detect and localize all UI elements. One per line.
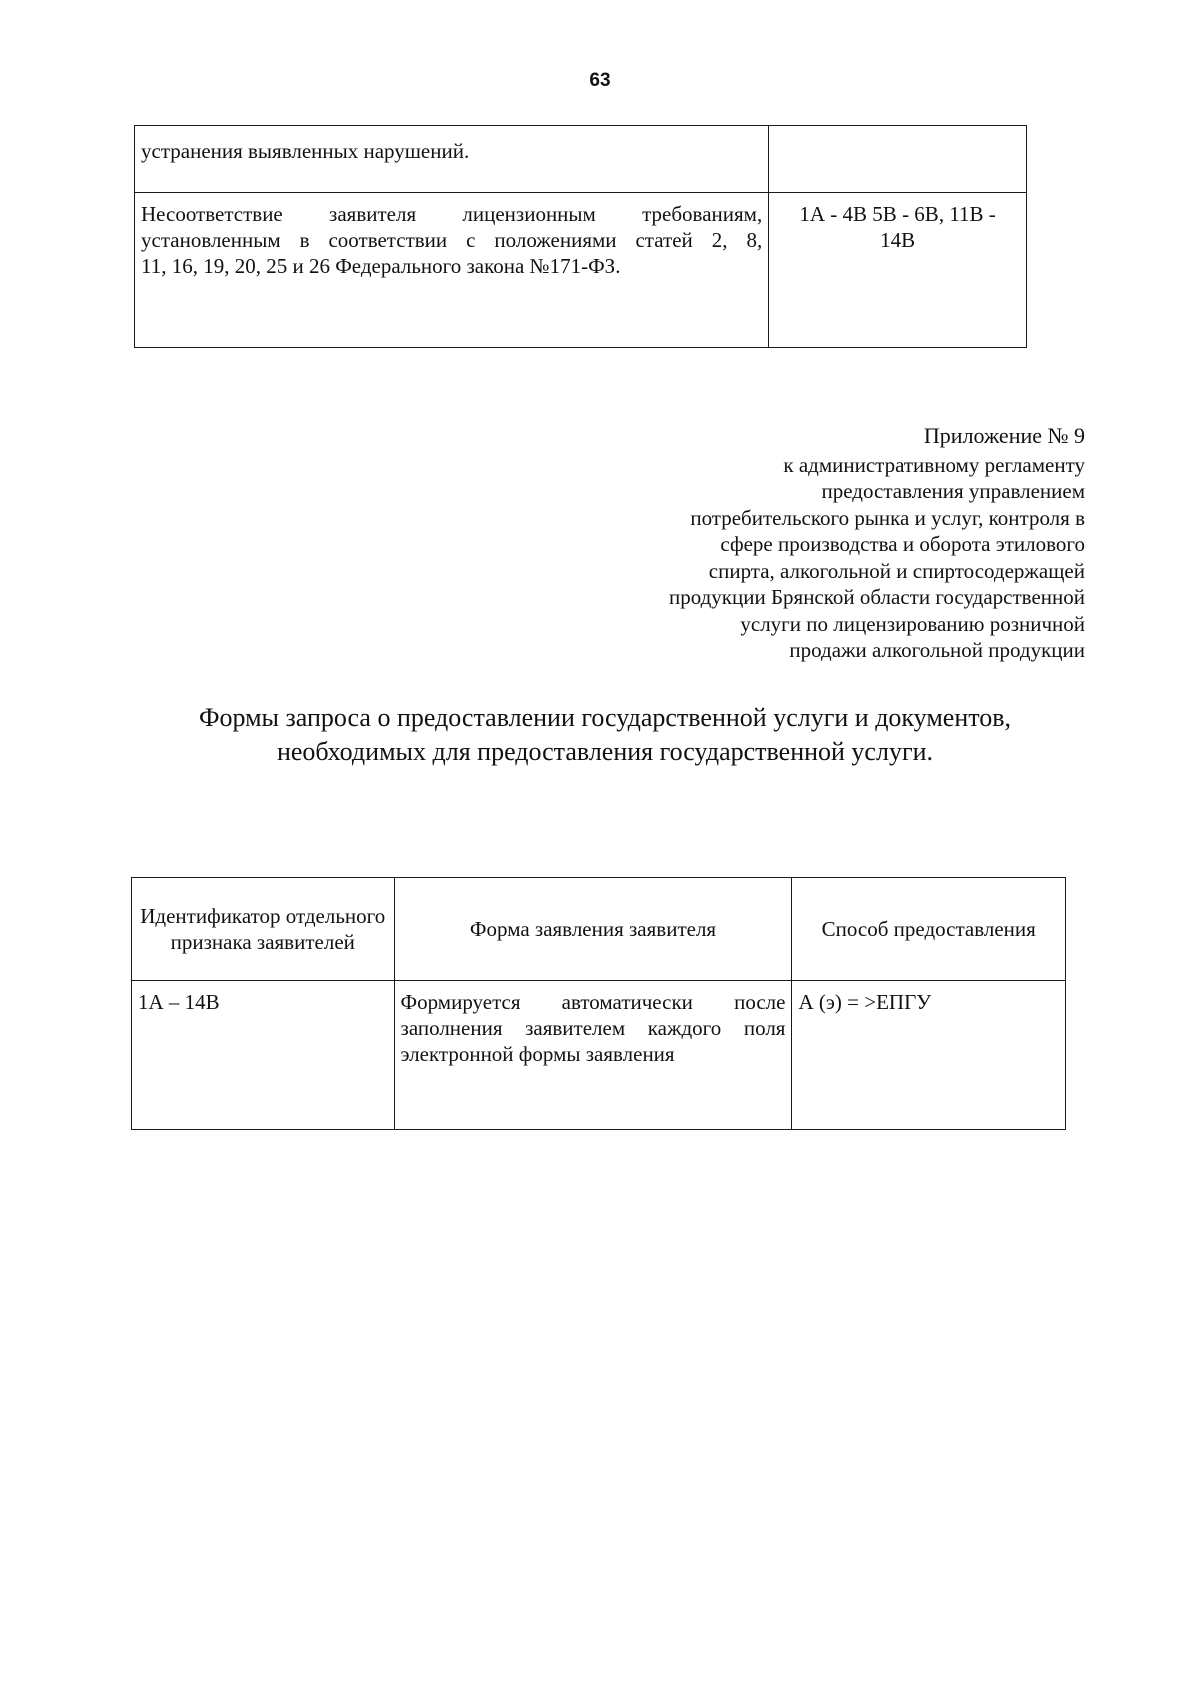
- identifier-cell: 1А – 14В: [132, 981, 395, 1130]
- heading-line: необходимых для предоставления государственной услуги.: [276, 737, 934, 766]
- violation-cell: устранения выявленных нарушений.: [135, 126, 769, 193]
- table-row: [135, 193, 1027, 348]
- table-row: [132, 981, 1066, 1130]
- identifier-cell: [769, 126, 1027, 193]
- appendix-line: спирта, алкогольной и спиртосодержащей: [708, 558, 1085, 583]
- violation-line: установленным в соответствии с положениями статей 2, 8,: [141, 228, 763, 252]
- method-cell: А (э) = >ЕПГУ: [792, 981, 1066, 1130]
- violation-line: Несоответствие заявителя лицензионным требованиям,: [141, 202, 763, 226]
- appendix-block: [565, 423, 1085, 664]
- violation-line: 11, 16, 19, 20, 25 и 26 Федерального закона №171-ФЗ.: [141, 254, 621, 278]
- identifier-cell: [769, 193, 1027, 348]
- heading-line: Формы запроса о предоставлении государственной услуги и документов,: [198, 703, 1012, 732]
- forms-table: [131, 877, 1066, 1130]
- violation-cell: [135, 193, 769, 348]
- appendix-line: к административному регламенту: [783, 452, 1085, 477]
- form-line: Формируется автоматически после: [400, 990, 786, 1014]
- page-number: 63: [589, 70, 611, 91]
- header-form: Форма заявления заявителя: [394, 878, 792, 981]
- table-header-row: [132, 878, 1066, 981]
- appendix-line: потребительского рынка и услуг, контроля в: [690, 505, 1085, 530]
- identifier-line: 1А - 4В 5В - 6В, 11В -: [799, 202, 996, 226]
- form-line: заполнения заявителем каждого поля: [400, 1016, 786, 1040]
- table-row: [135, 126, 1027, 193]
- appendix-line: сфере производства и оборота этилового: [720, 532, 1085, 556]
- appendix-line: предоставления управлением: [821, 479, 1085, 503]
- violations-table: [134, 125, 1027, 348]
- appendix-title: Приложение № 9: [923, 423, 1085, 448]
- form-cell: [394, 981, 792, 1130]
- appendix-line: услуги по лицензированию розничной: [740, 611, 1085, 636]
- appendix-line: продажи алкогольной продукции: [789, 638, 1085, 662]
- appendix-line: продукции Брянской области государственной: [668, 585, 1085, 609]
- section-heading: [130, 701, 1080, 769]
- form-line: электронной формы заявления: [400, 1042, 675, 1066]
- header-method: Способ предоставления: [792, 878, 1066, 981]
- header-identifier: Идентификатор отдельного признака заявителей: [132, 878, 395, 981]
- identifier-line: 14В: [880, 228, 916, 252]
